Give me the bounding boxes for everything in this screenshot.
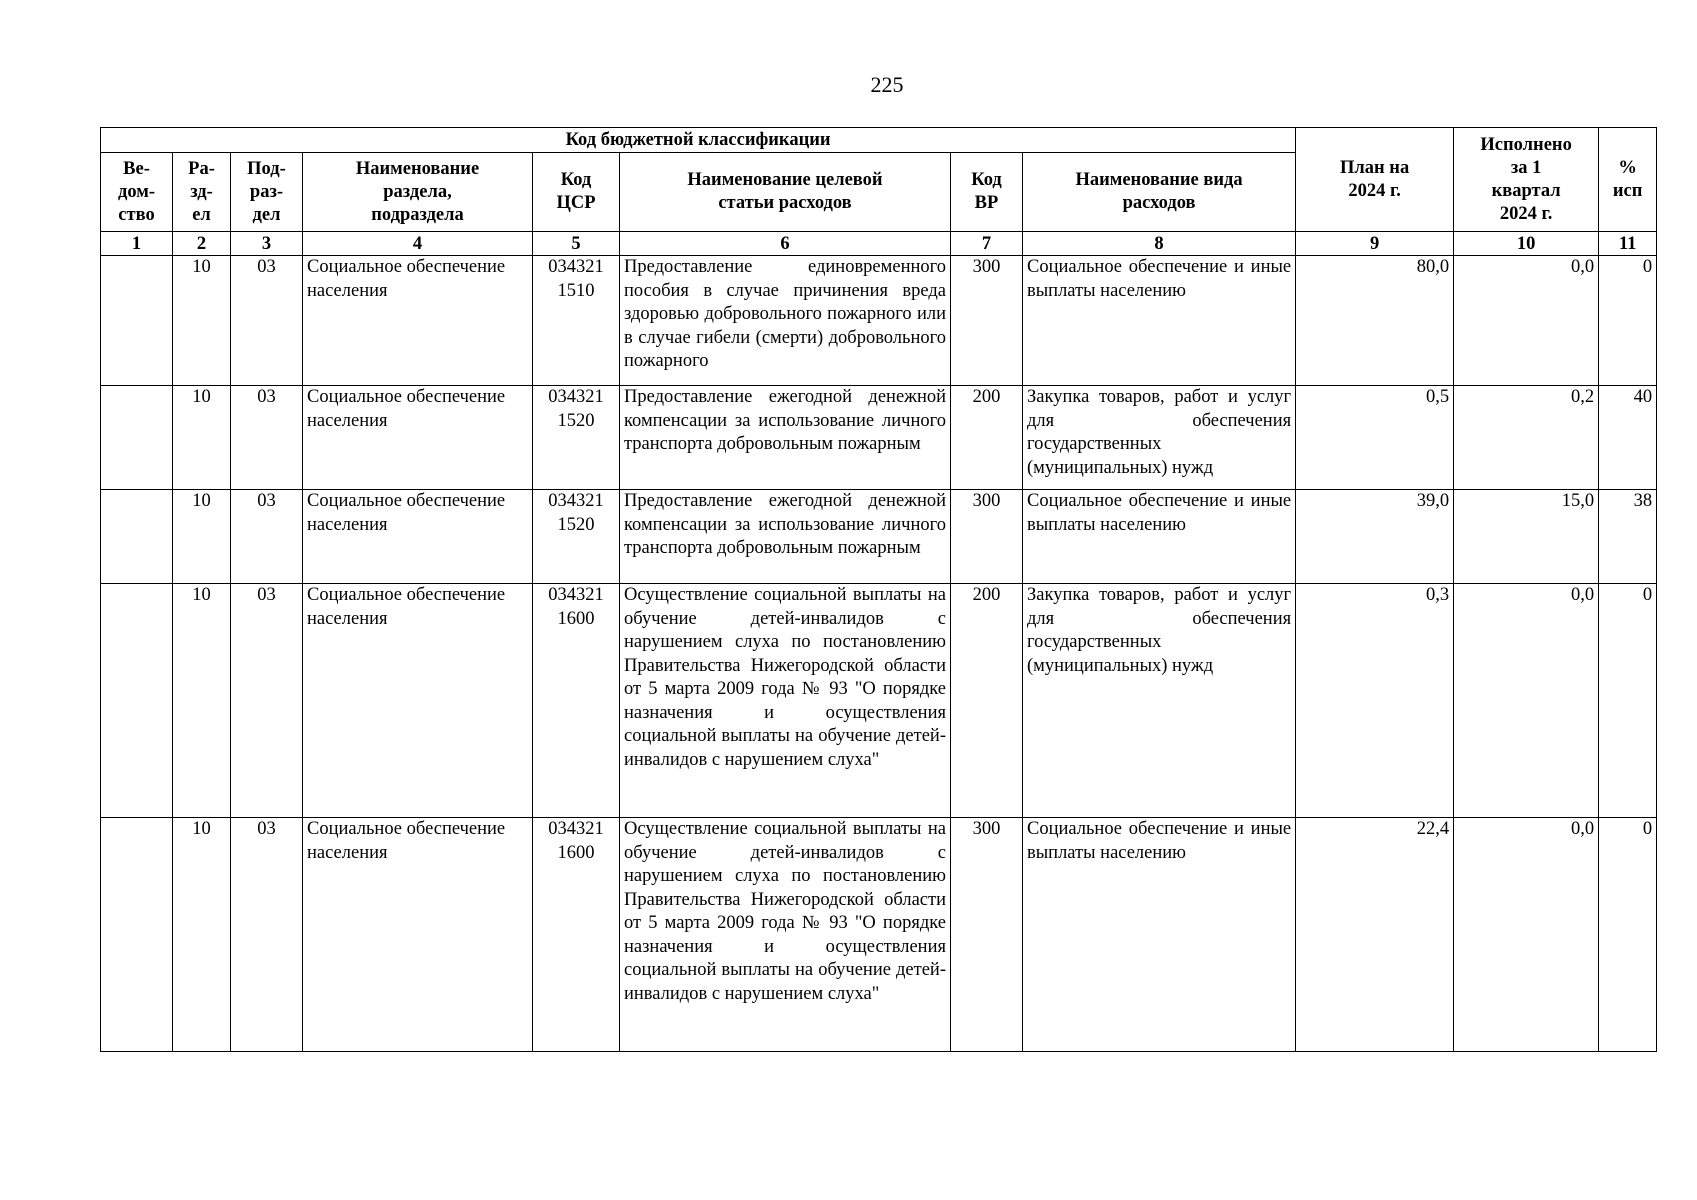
table-row [101, 256, 1657, 386]
header-budget-classification: Код бюджетной классификации [101, 128, 1296, 153]
header-podrazdel: Под- раз- дел [231, 153, 303, 232]
column-number: 10 [1454, 232, 1599, 256]
cell-section-name: Социальное обеспечение населения [303, 490, 533, 584]
cell-vr-name: Закупка товаров, работ и услуг для обеспечения государственных (муниципальных) нужд [1023, 584, 1296, 818]
cell-vr-name: Социальное обеспечение и иные выплаты населению [1023, 818, 1296, 1052]
header-vedomstvo: Ве- дом- ство [101, 153, 173, 232]
cell-target-name: Осуществление социальной выплаты на обучение детей-инвалидов с нарушением слуха по постановлению Правительства Нижегородской области от 5 марта 2009 года № 93 "О порядке назначения и осуществления социальной выплаты на обучение детей-инвалидов с нарушением слуха" [620, 584, 951, 818]
cell-vr-name: Социальное обеспечение и иные выплаты населению [1023, 490, 1296, 584]
cell-vr: 200 [951, 584, 1023, 818]
cell-podrazdel: 03 [231, 584, 303, 818]
column-number: 1 [101, 232, 173, 256]
table-row [101, 490, 1657, 584]
cell-section-name: Социальное обеспечение населения [303, 256, 533, 386]
table-row [101, 584, 1657, 818]
header-plan: План на 2024 г. [1296, 128, 1454, 232]
cell-executed: 0,0 [1454, 256, 1599, 386]
cell-executed: 0,0 [1454, 818, 1599, 1052]
column-number: 5 [533, 232, 620, 256]
column-number: 8 [1023, 232, 1296, 256]
header-vr-name: Наименование вида расходов [1023, 153, 1296, 232]
column-number: 9 [1296, 232, 1454, 256]
header-razdel: Ра- зд- ел [173, 153, 231, 232]
cell-csr: 034321 1600 [533, 584, 620, 818]
cell-target-name: Предоставление ежегодной денежной компенсации за использование личного транспорта добровольным пожарным [620, 386, 951, 490]
header-percent: % исп [1599, 128, 1657, 232]
header-csr: Код ЦСР [533, 153, 620, 232]
column-number: 3 [231, 232, 303, 256]
cell-podrazdel: 03 [231, 386, 303, 490]
cell-percent: 0 [1599, 256, 1657, 386]
column-number: 6 [620, 232, 951, 256]
cell-plan: 39,0 [1296, 490, 1454, 584]
cell-percent: 0 [1599, 818, 1657, 1052]
header-executed: Исполнено за 1 квартал 2024 г. [1454, 128, 1599, 232]
cell-vedomstvo [101, 490, 173, 584]
cell-vedomstvo [101, 818, 173, 1052]
cell-podrazdel: 03 [231, 818, 303, 1052]
column-number: 7 [951, 232, 1023, 256]
cell-percent: 38 [1599, 490, 1657, 584]
table-row [101, 386, 1657, 490]
cell-razdel: 10 [173, 584, 231, 818]
cell-target-name: Осуществление социальной выплаты на обучение детей-инвалидов с нарушением слуха по постановлению Правительства Нижегородской области от 5 марта 2009 года № 93 "О порядке назначения и осуществления социальной выплаты на обучение детей-инвалидов с нарушением слуха" [620, 818, 951, 1052]
budget-table [100, 127, 1657, 1052]
cell-vedomstvo [101, 386, 173, 490]
cell-csr: 034321 1520 [533, 386, 620, 490]
cell-razdel: 10 [173, 818, 231, 1052]
cell-executed: 0,0 [1454, 584, 1599, 818]
cell-plan: 80,0 [1296, 256, 1454, 386]
cell-vr: 200 [951, 386, 1023, 490]
header-section-name: Наименование раздела, подраздела [303, 153, 533, 232]
cell-vr: 300 [951, 490, 1023, 584]
cell-target-name: Предоставление единовременного пособия в случае причинения вреда здоровью добровольного пожарного или в случае гибели (смерти) добровольного пожарного [620, 256, 951, 386]
cell-target-name: Предоставление ежегодной денежной компенсации за использование личного транспорта добровольным пожарным [620, 490, 951, 584]
cell-vedomstvo [101, 256, 173, 386]
cell-podrazdel: 03 [231, 256, 303, 386]
cell-section-name: Социальное обеспечение населения [303, 818, 533, 1052]
cell-podrazdel: 03 [231, 490, 303, 584]
cell-vedomstvo [101, 584, 173, 818]
cell-csr: 034321 1600 [533, 818, 620, 1052]
cell-vr-name: Закупка товаров, работ и услуг для обеспечения государственных (муниципальных) нужд [1023, 386, 1296, 490]
cell-razdel: 10 [173, 386, 231, 490]
cell-csr: 034321 1510 [533, 256, 620, 386]
cell-vr: 300 [951, 256, 1023, 386]
cell-plan: 0,3 [1296, 584, 1454, 818]
cell-csr: 034321 1520 [533, 490, 620, 584]
cell-executed: 15,0 [1454, 490, 1599, 584]
cell-executed: 0,2 [1454, 386, 1599, 490]
cell-vr: 300 [951, 818, 1023, 1052]
header-vr: Код ВР [951, 153, 1023, 232]
cell-vr-name: Социальное обеспечение и иные выплаты населению [1023, 256, 1296, 386]
header-target-name: Наименование целевой статьи расходов [620, 153, 951, 232]
cell-section-name: Социальное обеспечение населения [303, 386, 533, 490]
cell-razdel: 10 [173, 490, 231, 584]
column-number: 11 [1599, 232, 1657, 256]
column-number: 4 [303, 232, 533, 256]
cell-plan: 0,5 [1296, 386, 1454, 490]
table-row [101, 818, 1657, 1052]
cell-percent: 40 [1599, 386, 1657, 490]
cell-razdel: 10 [173, 256, 231, 386]
page-number: 225 [870, 72, 904, 97]
column-number: 2 [173, 232, 231, 256]
cell-percent: 0 [1599, 584, 1657, 818]
cell-section-name: Социальное обеспечение населения [303, 584, 533, 818]
cell-plan: 22,4 [1296, 818, 1454, 1052]
